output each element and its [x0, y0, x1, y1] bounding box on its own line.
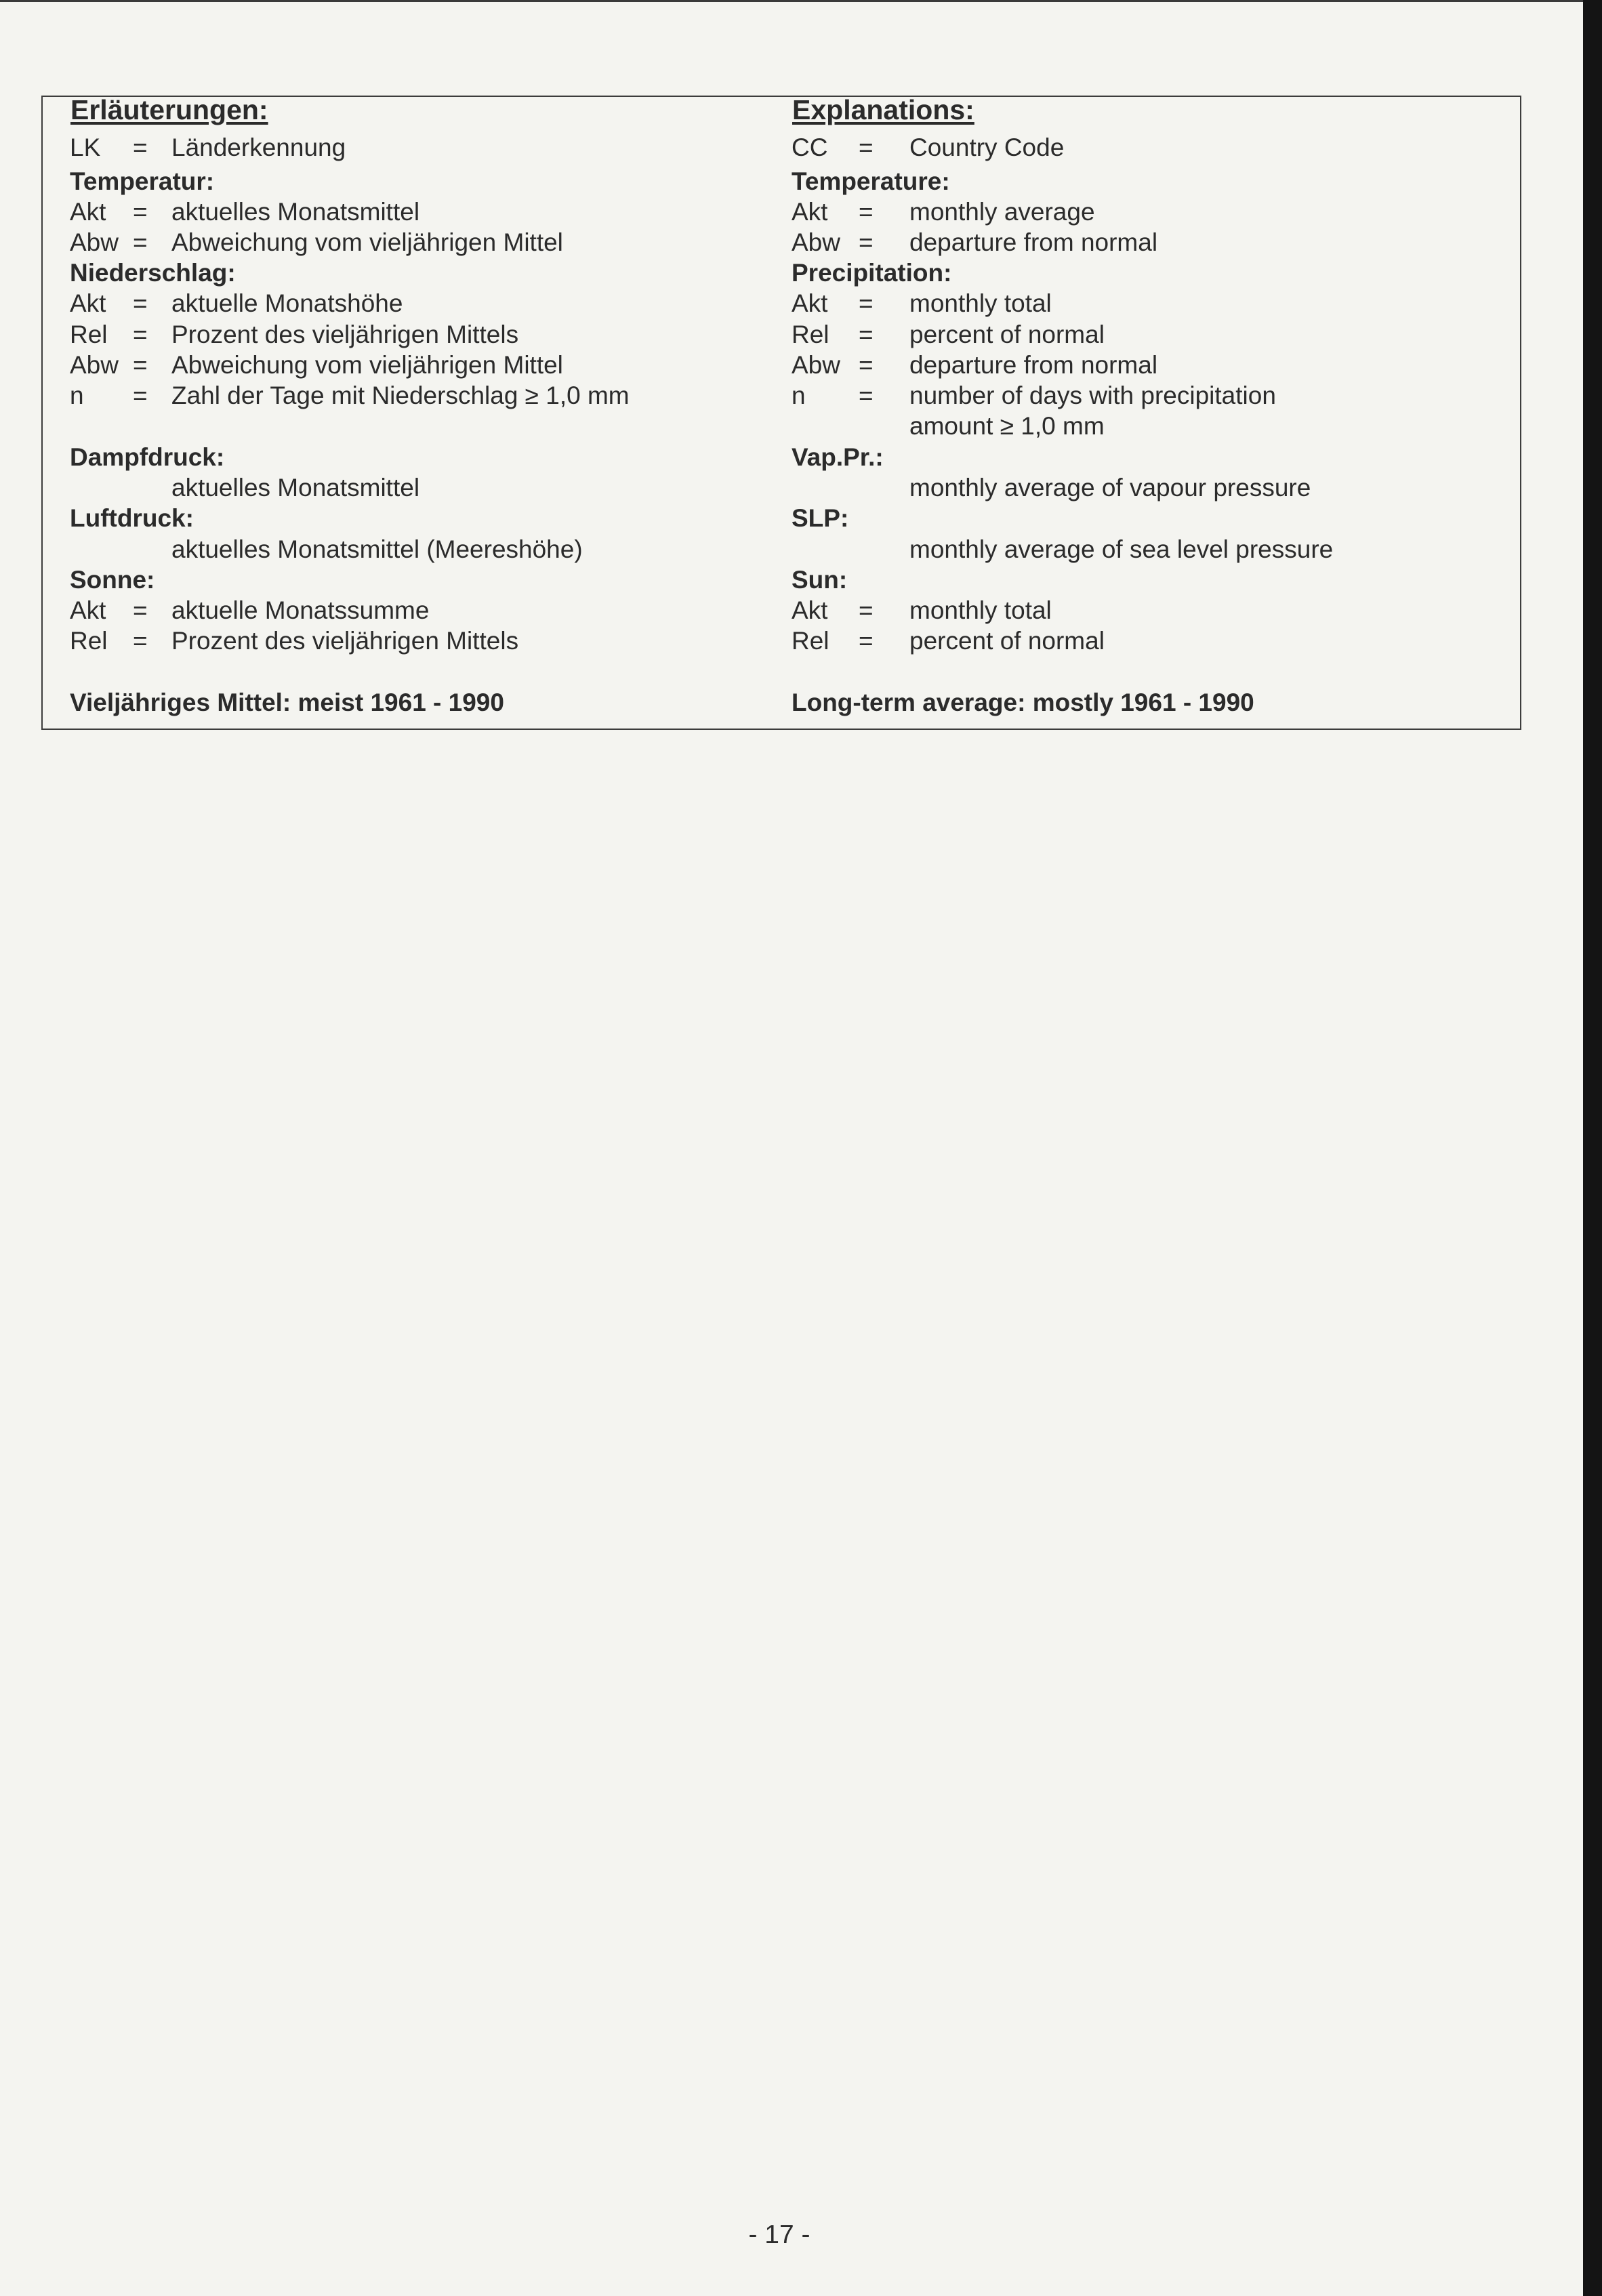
- scan-right-edge: [1583, 0, 1602, 2296]
- english-prec-n-abbr: n: [792, 382, 806, 409]
- english-sun-rel-eq: =: [859, 627, 874, 655]
- english-temperature-title: Temperature:: [792, 167, 950, 195]
- english-sun-akt-desc: monthly total: [909, 596, 1052, 624]
- english-temp-akt-eq: =: [859, 198, 874, 226]
- german-cc-desc: Länderkennung: [171, 134, 346, 161]
- german-prec-akt-desc: aktuelle Monatshöhe: [171, 289, 403, 317]
- german-prec-akt-abbr: Akt: [70, 289, 106, 317]
- english-vapour-title: Vap.Pr.:: [792, 443, 884, 471]
- german-sun-rel-eq: =: [133, 627, 148, 655]
- german-precipitation-title: Niederschlag:: [70, 259, 236, 287]
- german-cc-abbr: LK: [70, 134, 101, 161]
- english-long-term-average: Long-term average: mostly 1961 - 1990: [792, 689, 1254, 716]
- english-prec-akt-eq: =: [859, 289, 874, 317]
- english-prec-n-desc: number of days with precipitation: [909, 382, 1276, 409]
- german-sunshine-title: Sonne:: [70, 566, 155, 594]
- english-prec-akt-desc: monthly total: [909, 289, 1052, 317]
- german-temp-akt-abbr: Akt: [70, 198, 106, 226]
- german-sun-akt-desc: aktuelle Monatssumme: [171, 596, 430, 624]
- german-temp-akt-eq: =: [133, 198, 148, 226]
- german-airpressure-title: Luftdruck:: [70, 504, 194, 532]
- explanations-box: [41, 96, 1521, 730]
- english-prec-n-desc-continued: amount ≥ 1,0 mm: [909, 412, 1105, 440]
- english-temp-abw-abbr: Abw: [792, 228, 840, 256]
- german-temp-abw-eq: =: [133, 228, 148, 256]
- german-prec-rel-desc: Prozent des vieljährigen Mittels: [171, 321, 519, 348]
- german-vapour-title: Dampfdruck:: [70, 443, 225, 471]
- german-prec-abw-abbr: Abw: [70, 351, 119, 379]
- german-prec-n-eq: =: [133, 382, 148, 409]
- german-cc-eq: =: [133, 134, 148, 161]
- german-vapour-desc: aktuelles Monatsmittel: [171, 474, 420, 501]
- english-cc-eq: =: [859, 134, 874, 161]
- german-prec-n-abbr: n: [70, 382, 84, 409]
- german-airpressure-desc: aktuelles Monatsmittel (Meereshöhe): [171, 535, 583, 563]
- german-temp-akt-desc: aktuelles Monatsmittel: [171, 198, 420, 226]
- english-temp-akt-abbr: Akt: [792, 198, 828, 226]
- english-sun-rel-abbr: Rel: [792, 627, 829, 655]
- german-sun-rel-abbr: Rel: [70, 627, 108, 655]
- english-slp-title: SLP:: [792, 504, 849, 532]
- english-prec-n-eq: =: [859, 382, 874, 409]
- german-temperature-title: Temperatur:: [70, 167, 215, 195]
- english-prec-rel-desc: percent of normal: [909, 321, 1105, 348]
- german-sun-akt-eq: =: [133, 596, 148, 624]
- german-heading: Erläuterungen:: [70, 94, 268, 125]
- german-prec-abw-eq: =: [133, 351, 148, 379]
- german-long-term-average: Vieljähriges Mittel: meist 1961 - 1990: [70, 689, 504, 716]
- english-temp-abw-desc: departure from normal: [909, 228, 1158, 256]
- english-prec-abw-desc: departure from normal: [909, 351, 1158, 379]
- english-cc-abbr: CC: [792, 134, 828, 161]
- german-prec-rel-eq: =: [133, 321, 148, 348]
- german-prec-akt-eq: =: [133, 289, 148, 317]
- scan-top-edge: [0, 0, 1583, 2]
- english-precipitation-title: Precipitation:: [792, 259, 952, 287]
- english-cc-desc: Country Code: [909, 134, 1065, 161]
- german-temp-abw-abbr: Abw: [70, 228, 119, 256]
- english-sun-rel-desc: percent of normal: [909, 627, 1105, 655]
- german-prec-abw-desc: Abweichung vom vieljährigen Mittel: [171, 351, 563, 379]
- english-heading: Explanations:: [792, 94, 974, 125]
- german-prec-n-desc: Zahl der Tage mit Niederschlag ≥ 1,0 mm: [171, 382, 630, 409]
- german-sun-rel-desc: Prozent des vieljährigen Mittels: [171, 627, 519, 655]
- english-prec-rel-eq: =: [859, 321, 874, 348]
- english-sun-title: Sun:: [792, 566, 848, 594]
- english-prec-abw-eq: =: [859, 351, 874, 379]
- english-prec-abw-abbr: Abw: [792, 351, 840, 379]
- english-prec-akt-abbr: Akt: [792, 289, 828, 317]
- english-slp-desc: monthly average of sea level pressure: [909, 535, 1334, 563]
- page-number: - 17 -: [748, 2220, 810, 2249]
- english-sun-akt-eq: =: [859, 596, 874, 624]
- english-sun-akt-abbr: Akt: [792, 596, 828, 624]
- english-vapour-desc: monthly average of vapour pressure: [909, 474, 1311, 501]
- english-prec-rel-abbr: Rel: [792, 321, 829, 348]
- german-prec-rel-abbr: Rel: [70, 321, 108, 348]
- german-sun-akt-abbr: Akt: [70, 596, 106, 624]
- english-temp-abw-eq: =: [859, 228, 874, 256]
- english-temp-akt-desc: monthly average: [909, 198, 1095, 226]
- german-temp-abw-desc: Abweichung vom vieljährigen Mittel: [171, 228, 563, 256]
